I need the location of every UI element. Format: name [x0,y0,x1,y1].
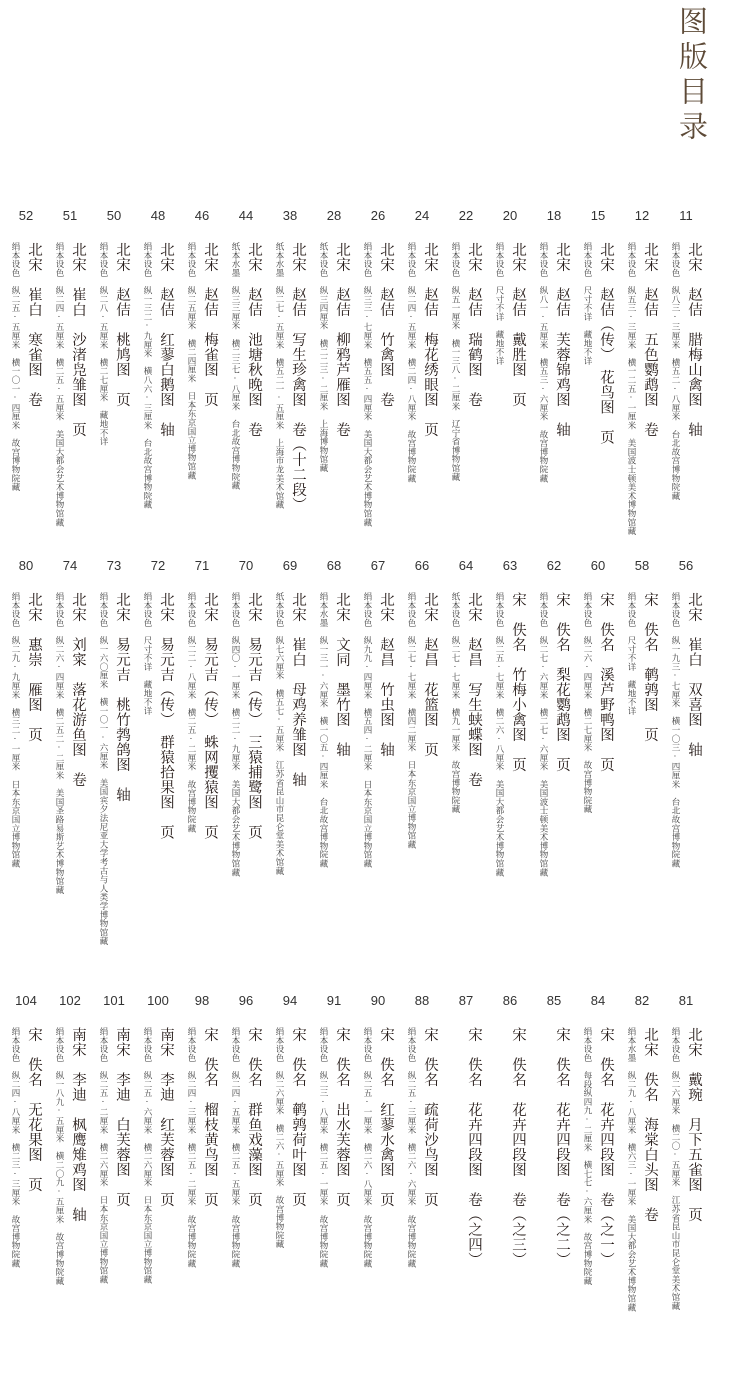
plate-page-number: 20 [502,208,518,223]
artwork-details: 绢本设色 纵二五·二厘米 横二六厘米 日本东京国立博物馆藏 [98,1027,108,1284]
artwork-details: 纸本水墨 纵三三厘米 横二三七·八厘米 台北故宫博物院藏 [230,242,240,490]
artwork-details: 绢本设色 纵二六厘米 横二〇·五厘米 江苏省昆山市昆仑堂美术馆藏 [670,1027,680,1311]
artwork-details: 纸本设色 纵二七·七厘米 横九一厘米 故宫博物院藏 [450,592,460,814]
catalog-entry [180,208,224,598]
artwork-title: 宋 佚名 花卉四段图 卷（之四） [466,1027,482,1267]
plate-page-number: 84 [590,993,606,1008]
artwork-details: 绢本设色 纵二四·五厘米 横二五·五厘米 故宫博物院藏 [230,1027,240,1268]
plate-page-number: 88 [414,993,430,1008]
artwork-details: 绢本设色 纵二四·三厘米 横二五·二厘米 故宫博物院藏 [186,1027,196,1268]
artwork-title: 北宋 赵佶 梅花绣眼图 页 [422,242,438,437]
catalog-entry [532,208,576,598]
artwork-details: 绢本设色 纵二二·八厘米 横二五·二厘米 故宫博物院藏 [186,592,196,833]
plate-page-number: 82 [634,993,650,1008]
artwork-title: 北宋 易元吉 桃竹鹁鸽图 轴 [114,592,130,802]
artwork-details: 绢本设色 纵一九三·七厘米 横一〇三·四厘米 台北故宫博物院藏 [670,592,680,868]
catalog-entry [444,993,488,1383]
plate-page-number: 63 [502,558,518,573]
plate-page-number: 70 [238,558,254,573]
plate-page-number: 94 [282,993,298,1008]
plate-page-number: 66 [414,558,430,573]
artwork-title: 北宋 赵佶 柳鸦芦雁图 卷 [334,242,350,437]
artwork-title: 北宋 赵佶 芙蓉锦鸡图 轴 [554,242,570,437]
artwork-title: 北宋 赵佶 竹禽图 卷 [378,242,394,407]
artwork-details: 绢本水墨 纵二九·八厘米 横六三·一厘米 美国大都会艺术博物馆藏 [626,1027,636,1312]
catalog-entry [92,558,136,948]
artwork-title: 宋 佚名 花卉四段图 卷（之二） [554,1027,570,1267]
catalog-entry [4,558,48,948]
artwork-title: 北宋 赵昌 竹虫图 轴 [378,592,394,757]
plate-page-number: 69 [282,558,298,573]
plate-page-number: 24 [414,208,430,223]
catalog-entry [400,208,444,598]
artwork-details: 绢本设色 尺寸不详 藏地不详 [142,592,152,716]
artwork-details: 绢本设色 每段纵四九·二厘米 横七七·六厘米 故宫博物院藏 [582,1027,592,1286]
artwork-title: 北宋 佚名 海棠白头图 卷 [642,1027,658,1222]
artwork-details: 绢本设色 尺寸不详 藏地不详 [494,242,504,366]
artwork-title: 宋 佚名 花卉四段图 卷（之三） [510,1027,526,1267]
catalog-entry [312,208,356,598]
artwork-details: 绢本设色 纵四〇·一厘米 横二二·九厘米 美国大都会艺术博物馆藏 [230,592,240,877]
artwork-title: 北宋 崔白 寒雀图 卷 [26,242,42,407]
artwork-details: 绢本设色 纵二五厘米 横二四厘米 日本东京国立博物馆藏 [186,242,196,480]
plate-page-number: 51 [62,208,78,223]
artwork-details: 绢本设色 纵二五·三厘米 横二六·六厘米 故宫博物院藏 [406,1027,416,1268]
artwork-title: 宋 佚名 梨花鹦鹉图 页 [554,592,570,772]
plate-page-number: 50 [106,208,122,223]
artwork-details: 绢本设色 纵五三·三厘米 横一二五·一厘米 美国波士顿美术博物馆藏 [626,242,636,536]
catalog-entry [48,993,92,1383]
catalog-entry [268,993,312,1383]
artwork-details: 绢本设色 纵二九·九厘米 横三二·一厘米 日本东京国立博物馆藏 [10,592,20,868]
artwork-title: 北宋 赵佶 写生珍禽图 卷（十二段） [290,242,306,512]
artwork-details: 绢本设色 纵二六厘米 横二六·五厘米 故宫博物院藏 [274,1027,284,1249]
catalog-entry [356,558,400,948]
catalog-entry [620,993,664,1383]
catalog-entry [4,993,48,1383]
plate-page-number: 64 [458,558,474,573]
plate-page-number: 52 [18,208,34,223]
artwork-title: 宋 佚名 出水芙蓉图 页 [334,1027,350,1207]
plate-page-number: 80 [18,558,34,573]
catalog-entry [620,208,664,598]
artwork-details: 绢本设色 纵一六〇厘米 横一〇一·六厘米 美国宾夕法尼亚大学考古与人类学博物馆藏 [98,592,108,946]
artwork-title: 北宋 崔白 母鸡养雏图 轴 [290,592,306,787]
artwork-title: 北宋 赵佶 腊梅山禽图 轴 [686,242,702,437]
artwork-title: 北宋 赵佶 池塘秋晚图 卷 [246,242,262,437]
artwork-details: 绢本设色 纵二五·五厘米 横一〇一·四厘米 故宫博物院藏 [10,242,20,492]
plate-page-number: 44 [238,208,254,223]
artwork-title: 北宋 赵佶 梅雀图 页 [202,242,218,407]
catalog-entry [268,558,312,948]
artwork-title: 宋 佚名 群鱼戏藻图 页 [246,1027,262,1207]
catalog-entry [92,208,136,598]
catalog-entry [136,993,180,1383]
plate-page-number: 22 [458,208,474,223]
artwork-details: 绢本设色 纵二四·八厘米 横二三·三厘米 故宫博物院藏 [10,1027,20,1268]
artwork-title: 北宋 易元吉（传） 群猿拾果图 页 [158,592,174,840]
artwork-title: 宋 佚名 花卉四段图 卷（之一） [598,1027,614,1267]
catalog-entry [180,558,224,948]
artwork-details: 纸本设色 纵三四厘米 横二二三·二厘米 上海博物馆藏 [318,242,328,473]
plate-page-number: 58 [634,558,650,573]
artwork-details: 绢本设色 纵二六·四厘米 横二七厘米 故宫博物院藏 [582,592,592,814]
plate-page-number: 62 [546,558,562,573]
catalog-entry [224,208,268,598]
artwork-details: 绢本设色 纵八三·三厘米 横五二·八厘米 台北故宫博物院藏 [670,242,680,501]
plate-page-number: 71 [194,558,210,573]
artwork-title: 宋 佚名 溪芦野鸭图 页 [598,592,614,772]
artwork-details: 绢本设色 尺寸不详 藏地不详 [582,242,592,366]
catalog-entry [312,558,356,948]
plate-page-number: 104 [15,993,37,1008]
artwork-title: 宋 佚名 榴枝黄鸟图 页 [202,1027,218,1207]
artwork-title: 宋 佚名 竹梅小禽图 页 [510,592,526,772]
artwork-title: 北宋 赵佶 红蓼白鹅图 轴 [158,242,174,437]
catalog-entry [136,558,180,948]
catalog-entry [400,993,444,1383]
artwork-title: 北宋 戴琬 月下五雀图 页 [686,1027,702,1222]
artwork-details: 绢本设色 纵二五·六厘米 横二六厘米 日本东京国立博物馆藏 [142,1027,152,1284]
plate-page-number: 46 [194,208,210,223]
catalog-entry [664,208,708,598]
artwork-title: 北宋 赵佶 瑞鹤图 卷 [466,242,482,407]
plate-page-number: 67 [370,558,386,573]
catalog-entry [136,208,180,598]
artwork-details: 纸本水墨 纵二七·五厘米 横五二一·五厘米 上海市龙美术馆藏 [274,242,284,509]
catalog-entry [576,558,620,948]
artwork-title: 北宋 赵佶（传） 花鸟图 页 [598,242,614,445]
artwork-title: 宋 佚名 疏荷沙鸟图 页 [422,1027,438,1207]
artwork-details: 绢本设色 纵一三二·九厘米 横八六·三厘米 台北故宫博物院藏 [142,242,152,509]
artwork-title: 宋 佚名 红蓼水禽图 页 [378,1027,394,1207]
artwork-title: 北宋 易元吉（传） 蛛网攫猿图 页 [202,592,218,840]
artwork-details: 绢本水墨 纵一三一·六厘米 横一〇五·四厘米 台北故宫博物院藏 [318,592,328,868]
catalog-entry [664,558,708,948]
plate-page-number: 28 [326,208,342,223]
catalog-entry [224,558,268,948]
plate-page-number: 98 [194,993,210,1008]
plate-page-number: 101 [103,993,125,1008]
artwork-title: 北宋 惠崇 雁图 页 [26,592,42,742]
catalog-entry [48,208,92,598]
plate-page-number: 96 [238,993,254,1008]
catalog-entry [48,558,92,948]
catalog-entry [444,558,488,948]
artwork-details: 绢本设色 纵三三·七厘米 横五五·四厘米 美国大都会艺术博物馆藏 [362,242,372,527]
plate-page-number: 48 [150,208,166,223]
artwork-details: 绢本设色 纵二七·七厘米 横四二厘米 日本东京国立博物馆藏 [406,592,416,849]
artwork-details: 绢本设色 纵二三·八厘米 横二五·一厘米 故宫博物院藏 [318,1027,328,1268]
catalog-entry [620,558,664,948]
plate-page-number: 12 [634,208,650,223]
catalog-entry [488,208,532,598]
catalog-entry [356,208,400,598]
plate-page-number: 87 [458,993,474,1008]
artwork-details: 绢本设色 纵八一·五厘米 横五三·六厘米 故宫博物院藏 [538,242,548,483]
artwork-title: 北宋 赵佶 五色鹦鹉图 卷 [642,242,658,437]
artwork-title: 北宋 文同 墨竹图 轴 [334,592,350,757]
artwork-title: 北宋 赵佶 桃鸠图 页 [114,242,130,407]
catalog-entry [532,993,576,1383]
artwork-title: 宋 佚名 鹌鹑荷叶图 页 [290,1027,306,1207]
plate-page-number: 26 [370,208,386,223]
plate-page-number: 85 [546,993,562,1008]
catalog-entry [444,208,488,598]
artwork-title: 北宋 崔白 双喜图 轴 [686,592,702,757]
plate-page-number: 81 [678,993,694,1008]
catalog-entry [180,993,224,1383]
catalog-entry [4,208,48,598]
catalog-entry [268,208,312,598]
plate-page-number: 100 [147,993,169,1008]
plate-page-number: 72 [150,558,166,573]
artwork-title: 宋 佚名 无花果图 页 [26,1027,42,1192]
plate-page-number: 68 [326,558,342,573]
catalog-entry [92,993,136,1383]
plate-page-number: 18 [546,208,562,223]
artwork-details: 纸本设色 纵七六厘米 横五七·五厘米 江苏省昆山市昆仑堂美术馆藏 [274,592,284,876]
catalog-entry [356,993,400,1383]
plate-page-number: 56 [678,558,694,573]
catalog-entry [312,993,356,1383]
artwork-details: 绢本设色 纵二四·五厘米 横二四·八厘米 故宫博物院藏 [406,242,416,483]
plate-page-number: 102 [59,993,81,1008]
catalog-entry [532,558,576,948]
plate-page-number: 11 [679,208,693,223]
artwork-details: 绢本设色 尺寸不详 藏地不详 [626,592,636,716]
plate-page-number: 15 [590,208,606,223]
artwork-title: 南宋 李迪 白芙蓉图 页 [114,1027,130,1207]
plate-page-number: 38 [282,208,298,223]
artwork-details: 绢本设色 纵二八·五厘米 横二七厘米 藏地不详 [98,242,108,446]
page-title: 图版目录 [675,6,709,146]
plate-page-number: 91 [326,993,342,1008]
artwork-details: 绢本设色 纵二六·四厘米 横二五二·二厘米 美国圣路易斯艺术博物馆藏 [54,592,64,895]
catalog-entry [224,993,268,1383]
artwork-details: 绢本设色 纵二七·六厘米 横二七·六厘米 美国波士顿美术博物馆藏 [538,592,548,877]
catalog-entry [576,993,620,1383]
catalog-entry [400,558,444,948]
catalog-entry [488,558,532,948]
catalog-entry [664,993,708,1383]
artwork-details: 绢本设色 纵九九·四厘米 横五四·二厘米 日本东京国立博物馆藏 [362,592,372,868]
plate-page-number: 74 [62,558,78,573]
artwork-title: 北宋 易元吉（传） 三猿捕鹭图 页 [246,592,262,840]
artwork-title: 北宋 刘寀 落花游鱼图 卷 [70,592,86,787]
artwork-title: 南宋 李迪 红芙蓉图 页 [158,1027,174,1207]
plate-page-number: 90 [370,993,386,1008]
artwork-title: 北宋 赵佶 戴胜图 页 [510,242,526,407]
artwork-title: 宋 佚名 鹌鹑图 页 [642,592,658,742]
artwork-title: 北宋 赵昌 写生蛱蝶图 卷 [466,592,482,787]
artwork-details: 绢本设色 纵二五·一厘米 横二六·八厘米 故宫博物院藏 [362,1027,372,1268]
plate-page-number: 60 [590,558,606,573]
artwork-details: 绢本设色 纵一八九·五厘米 横二〇九·五厘米 故宫博物院藏 [54,1027,64,1286]
artwork-title: 南宋 李迪 枫鹰雉鸡图 轴 [70,1027,86,1222]
artwork-details: 绢本设色 纵二四·五厘米 横二五·五厘米 美国大都会艺术博物馆藏 [54,242,64,527]
plate-page-number: 73 [106,558,122,573]
artwork-details: 绢本设色 纵二五·七厘米 横二六·八厘米 美国大都会艺术博物馆藏 [494,592,504,877]
plate-page-number: 86 [502,993,518,1008]
artwork-details: 绢本设色 纵五一厘米 横一三八·二厘米 辽宁省博物馆藏 [450,242,460,482]
artwork-title: 北宋 崔白 沙渚凫雏图 页 [70,242,86,437]
artwork-title: 北宋 赵昌 花篮图 页 [422,592,438,757]
catalog-entry [576,208,620,598]
catalog-entry [488,993,532,1383]
